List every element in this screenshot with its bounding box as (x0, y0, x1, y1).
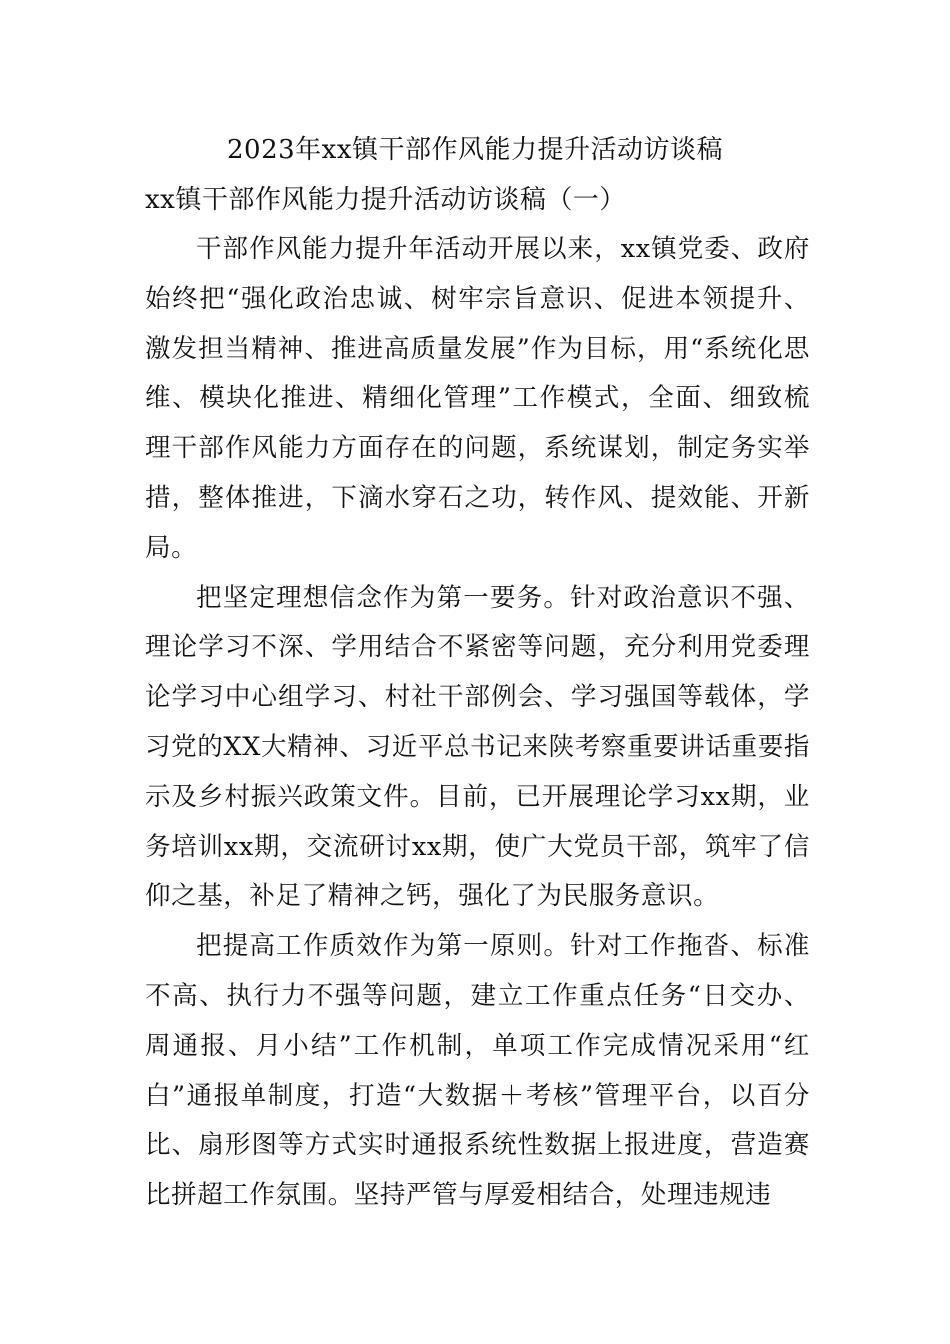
document-body (145, 225, 810, 1221)
paragraph-efficiency: 把提高工作质效作为第一原则。针对工作拖沓、标准不高、执行力不强等问题，建立工作重点任务“日交办、周通报、月小结”工作机制，单项工作完成情况采用“红白”通报单制度，打造“大数据＋考核”管理平台，以百分比、扇形图等方式实时通报系统性数据上报进度，营造赛比拼超工作氛围。坚持严管与厚爱相结合，处理违规违 (145, 931, 810, 1211)
document-subtitle: xx镇干部作风能力提升活动访谈稿（一） (145, 185, 626, 215)
paragraph-intro: 干部作风能力提升年活动开展以来，xx镇党委、政府始终把“强化政治忠诚、树牢宗旨意识、促进本领提升、激发担当精神、推进高质量发展”作为目标，用“系统化思维、模块化推进、精细化管理”工作模式，全面、细致梳理干部作风能力方面存在的问题，系统谋划，制定务实举措，整体推进，下滴水穿石之功，转作风、提效能、开新局。 (145, 234, 810, 563)
paragraph-ideals: 把坚定理想信念作为第一要务。针对政治意识不强、理论学习不深、学用结合不紧密等问题，充分利用党委理论学习中心组学习、村社干部例会、学习强国等载体，学习党的XX大精神、习近平总书记来陕考察重要讲话重要指示及乡村振兴政策文件。目前，已开展理论学习xx期，业务培训xx期，交流研讨xx期，使广大党员干部，筑牢了信仰之基，补足了精神之钙，强化了为民服务意识。 (145, 582, 810, 912)
document-title: 2023年xx镇干部作风能力提升活动访谈稿 (227, 135, 723, 165)
